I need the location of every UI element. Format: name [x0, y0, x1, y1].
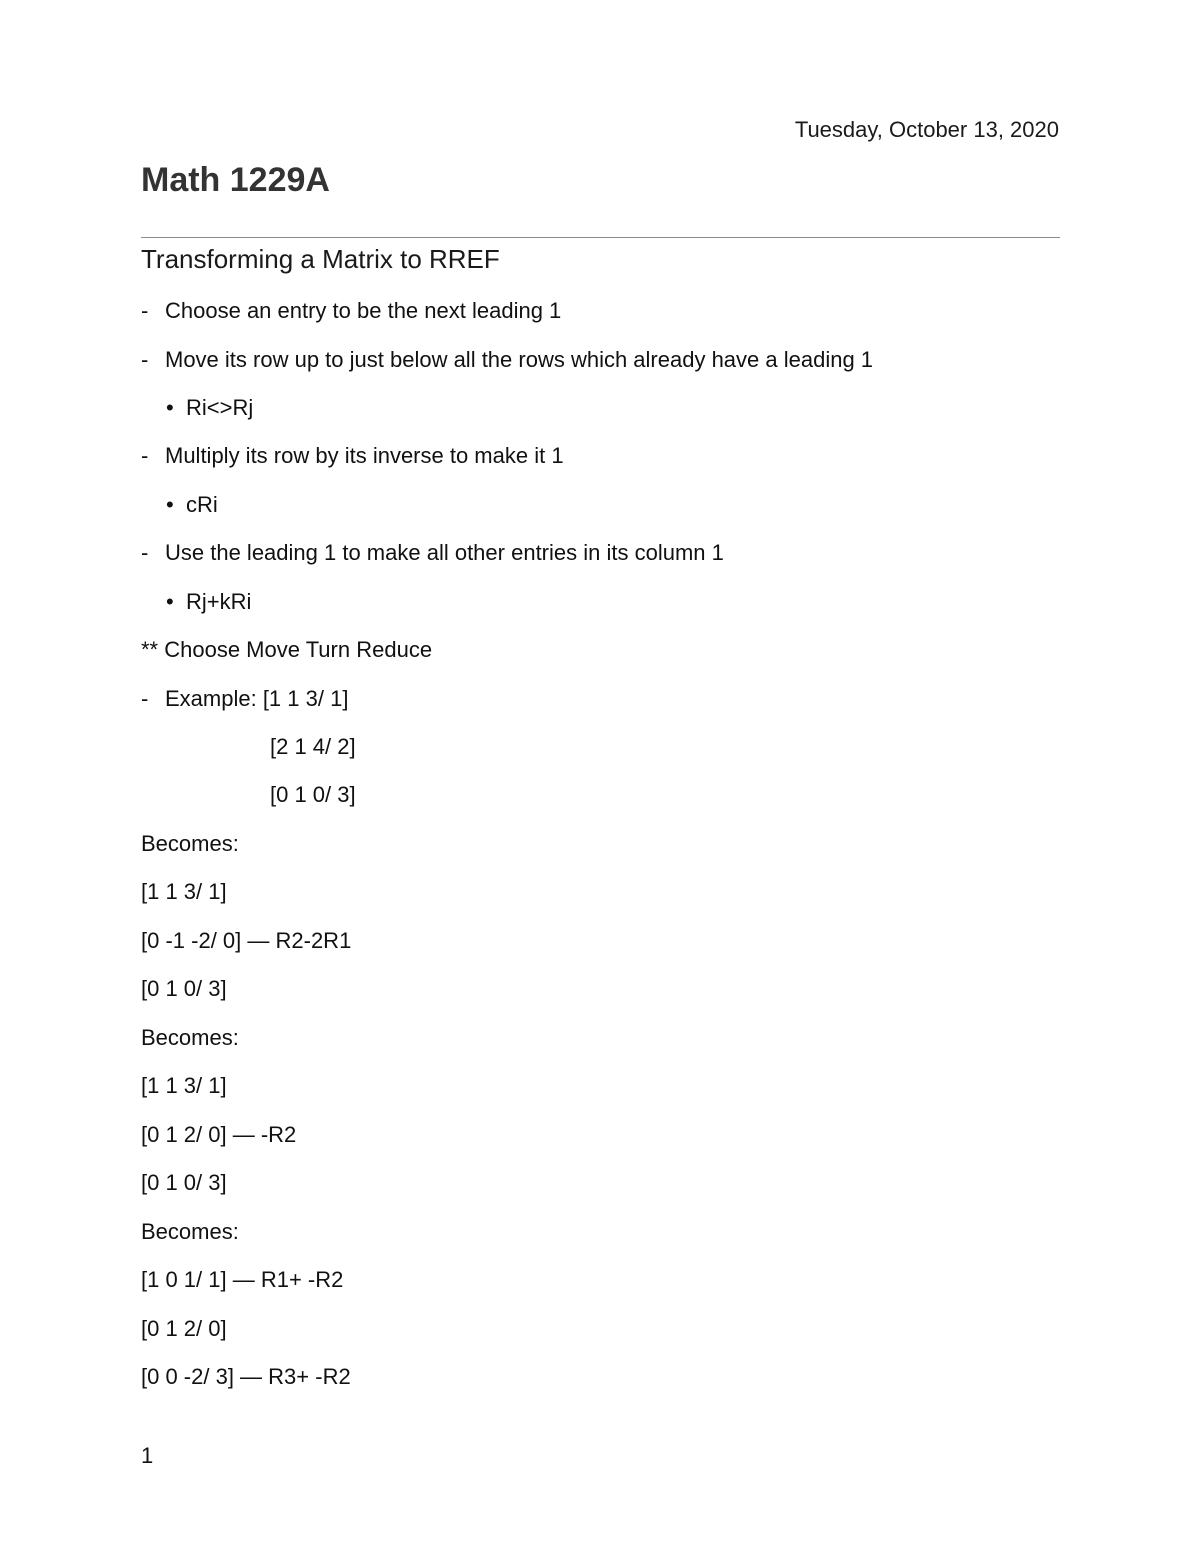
becomes-label: Becomes: [141, 1025, 239, 1050]
title-divider [141, 237, 1060, 238]
matrix-row: [0 1 0/ 3] [270, 782, 356, 807]
step-text: Multiply its row by its inverse to make it 1 [165, 443, 564, 468]
bullet-icon: • [166, 492, 174, 517]
sub-bullet-text: cRi [186, 492, 218, 517]
matrix-row: [2 1 4/ 2] [270, 734, 356, 759]
step-item [141, 298, 561, 324]
matrix-row: [0 1 2/ 0] [141, 1316, 227, 1341]
section-heading: Transforming a Matrix to RREF [141, 244, 500, 274]
dash-icon: - [141, 686, 149, 711]
matrix-row: [0 1 0/ 3] [141, 976, 227, 1001]
bullet-icon: • [166, 395, 174, 420]
matrix-row: [0 1 2/ 0] — -R2 [141, 1122, 297, 1147]
matrix-row: [0 -1 -2/ 0] — R2-2R1 [141, 928, 352, 953]
becomes-label: Becomes: [141, 1219, 239, 1244]
matrix-row: [1 1 3/ 1] [141, 879, 227, 904]
matrix-row: [0 1 0/ 3] [141, 1170, 227, 1195]
dash-icon: - [141, 347, 149, 372]
matrix-row: [0 0 -2/ 3] — R3+ -R2 [141, 1364, 351, 1389]
course-title: Math 1229A [141, 161, 330, 199]
step-text: Choose an entry to be the next leading 1 [165, 298, 562, 323]
sub-bullet-text: Rj+kRi [186, 589, 252, 614]
dash-icon: - [141, 443, 149, 468]
lecture-date: Tuesday, October 13, 2020 [794, 117, 1059, 142]
step-text: Use the leading 1 to make all other entries in its column 1 [165, 540, 724, 565]
page-number: 1 [141, 1443, 154, 1468]
becomes-label: Becomes: [141, 831, 239, 856]
dash-icon: - [141, 540, 149, 565]
sub-bullet-item [166, 589, 251, 615]
matrix-row: [1 1 3/ 1] [141, 1073, 227, 1098]
example-item [141, 686, 348, 712]
example-label: Example: [1 1 3/ 1] [165, 686, 349, 711]
sub-bullet-item [166, 492, 218, 518]
sub-bullet-item [166, 395, 253, 421]
step-item [141, 443, 564, 469]
step-item [141, 347, 873, 373]
matrix-row: [1 0 1/ 1] — R1+ -R2 [141, 1267, 344, 1292]
step-item [141, 540, 724, 566]
mnemonic-note: ** Choose Move Turn Reduce [141, 637, 433, 662]
step-text: Move its row up to just below all the rows which already have a leading 1 [165, 347, 874, 372]
dash-icon: - [141, 298, 149, 323]
bullet-icon: • [166, 589, 174, 614]
sub-bullet-text: Ri<>Rj [186, 395, 254, 420]
